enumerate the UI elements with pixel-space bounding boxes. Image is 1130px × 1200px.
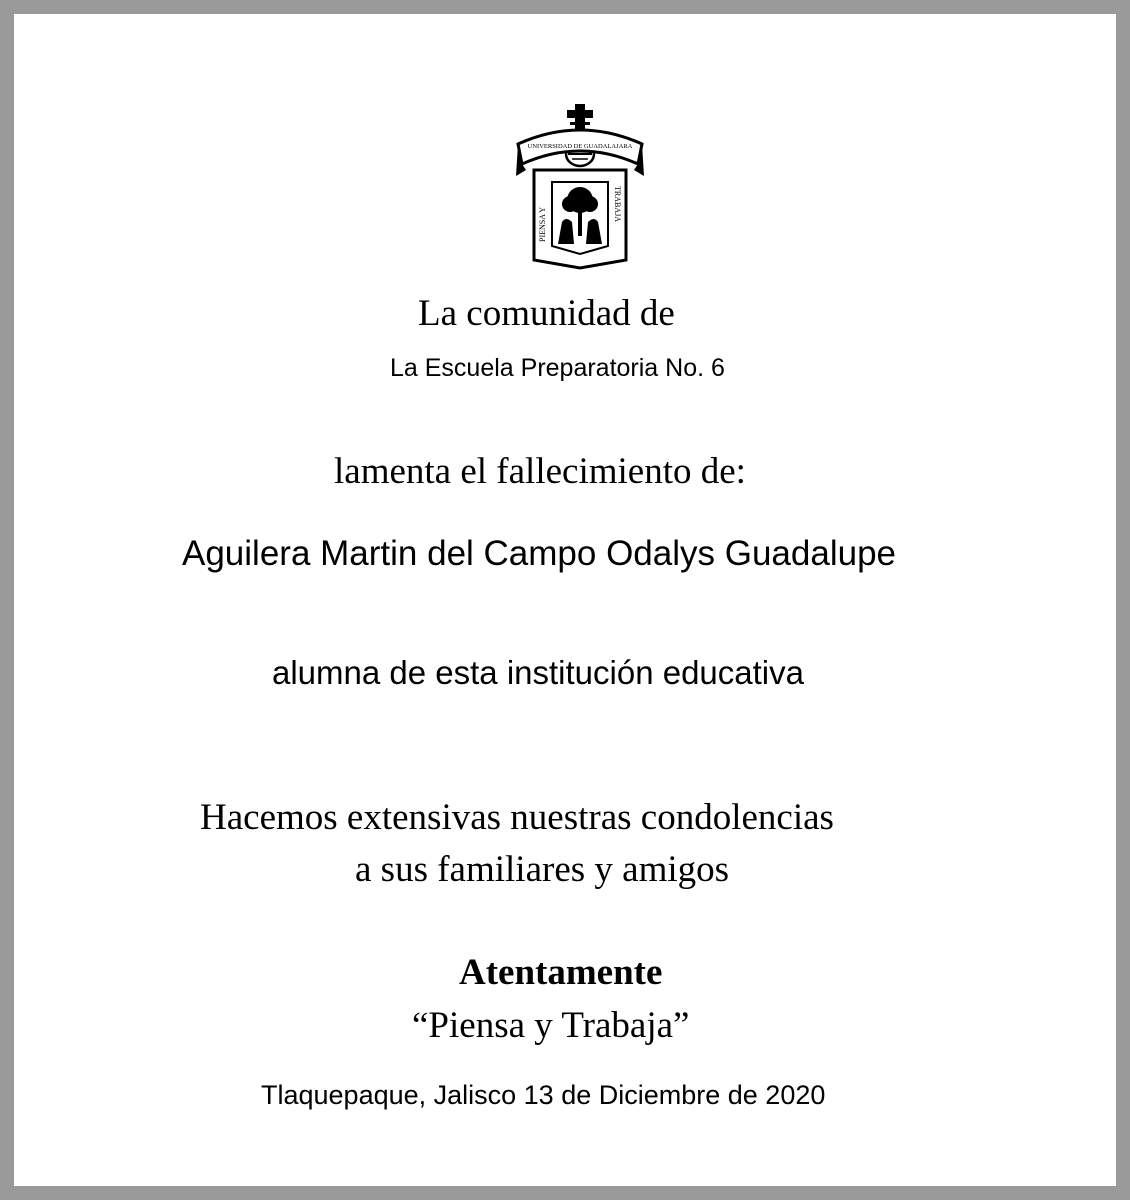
condolences-line-2: a sus familiares y amigos xyxy=(355,849,730,890)
motto-text: “Piensa y Trabaja” xyxy=(412,1005,690,1046)
crest-text-top: UNIVERSIDAD DE GUADALAJARA xyxy=(527,143,633,150)
crest-text-left: PIENSA Y xyxy=(538,206,547,242)
lament-text: lamenta el fallecimiento de: xyxy=(334,451,746,492)
university-crest-logo xyxy=(512,104,648,272)
school-name: La Escuela Preparatoria No. 6 xyxy=(390,354,725,382)
role-text: alumna de esta institución educativa xyxy=(272,654,804,691)
place-date: Tlaquepaque, Jalisco 13 de Diciembre de 2020 xyxy=(261,1080,826,1110)
crest-text-right: TRABAJA xyxy=(613,186,622,223)
condolences-line-1: Hacemos extensivas nuestras condolencias xyxy=(200,797,834,838)
deceased-name: Aguilera Martin del Campo Odalys Guadalupe xyxy=(182,534,896,573)
intro-text: La comunidad de xyxy=(418,293,675,334)
closing-text: Atentamente xyxy=(459,952,663,993)
